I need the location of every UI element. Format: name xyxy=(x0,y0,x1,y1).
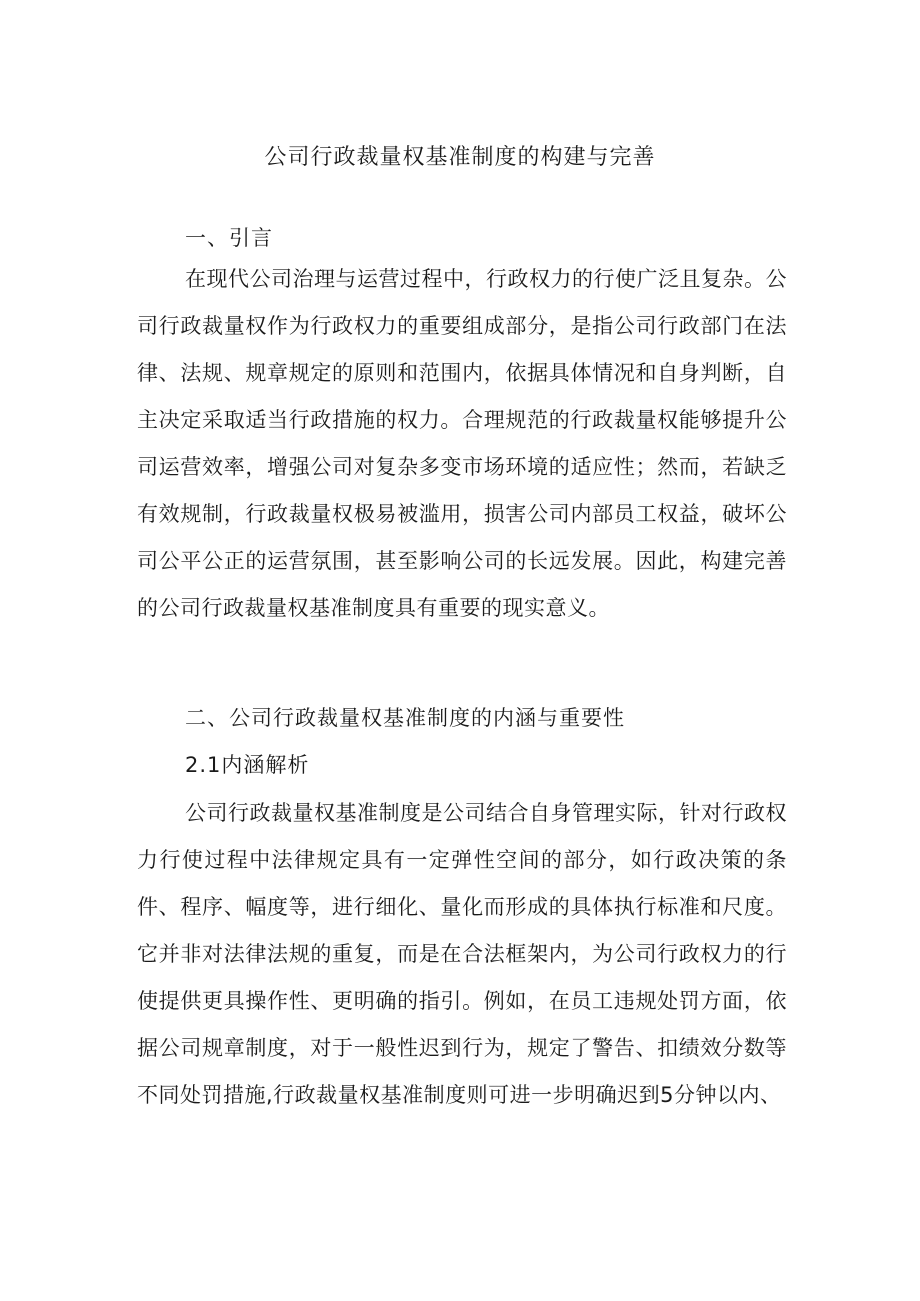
subsection-heading-analysis: 2.1内涵解析 xyxy=(185,753,310,777)
section-heading-intro: 一、引言 xyxy=(185,226,273,250)
analysis-paragraph: 公司行政裁量权基准制度是公司结合自身管理实际，针对行政权力行使过程中法律规定具有一定弹性空间的部分，如行政决策的条件、程序、幅度等，进行细化、量化而形成的具体执行标准和尺度。它并非对法律法规的重复，而是在合法框架内，为公司行政权力的行使提供更具操作性、更明确的指引。例如，在员工违规处罚方面，依据公司规章制度，对于一般性迟到行为，规定了警告、扣绩效分数等不同处罚措施,行政裁量权基准制度则可进一步明确迟到5分钟以内、 xyxy=(137,801,787,1107)
intro-paragraph: 在现代公司治理与运营过程中，行政权力的行使广泛且复杂。公司行政裁量权作为行政权力的重要组成部分，是指公司行政部门在法律、法规、规章规定的原则和范围内，依据具体情况和自身判断，自主决定采取适当行政措施的权力。合理规范的行政裁量权能够提升公司运营效率，增强公司对复杂多变市场环境的适应性；然而，若缺乏有效规制，行政裁量权极易被滥用，损害公司内部员工权益，破坏公司公平公正的运营氛围，甚至影响公司的长远发展。因此，构建完善的公司行政裁量权基准制度具有重要的现实意义。 xyxy=(137,267,787,620)
page-title: 公司行政裁量权基准制度的构建与完善 xyxy=(264,145,656,170)
section-heading-connotation: 二、公司行政裁量权基准制度的内涵与重要性 xyxy=(185,706,625,730)
analysis-paragraph-block xyxy=(137,790,787,1119)
intro-paragraph-block xyxy=(137,256,787,632)
